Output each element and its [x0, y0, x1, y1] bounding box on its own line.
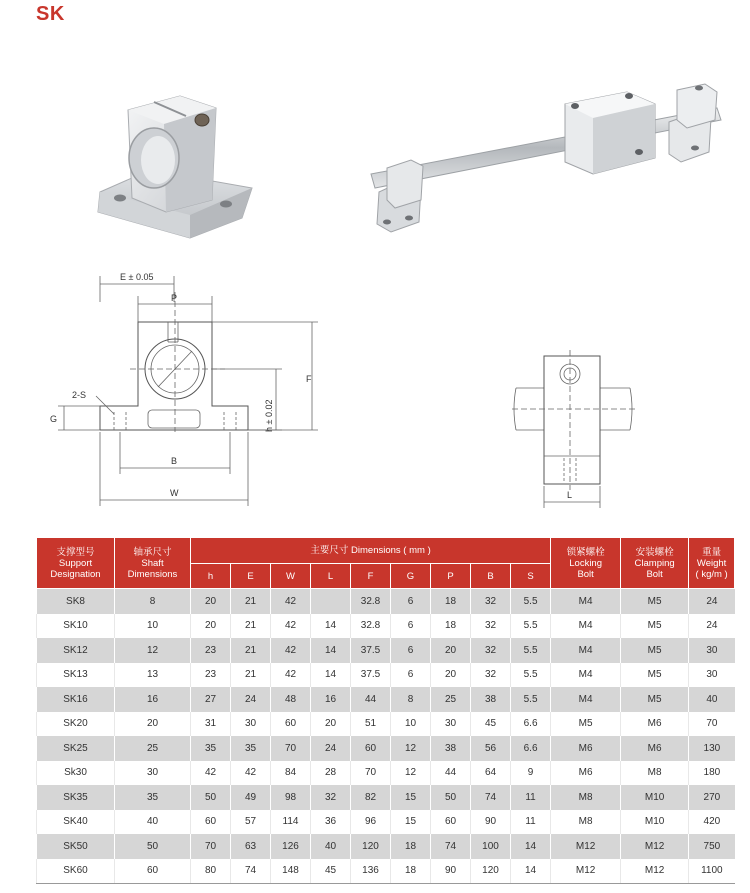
- subheader-cell: G: [391, 564, 431, 589]
- table-cell: 20: [115, 712, 191, 737]
- table-cell: 25: [431, 687, 471, 712]
- table-cell: 270: [689, 785, 735, 810]
- table-cell: SK16: [37, 687, 115, 712]
- table-cell: 148: [271, 859, 311, 884]
- header-shaft: 轴承尺寸 Shaft Dimensions: [115, 538, 191, 589]
- table-cell: M10: [621, 810, 689, 835]
- table-cell: 13: [115, 663, 191, 688]
- table-cell: 11: [511, 785, 551, 810]
- spec-table: [36, 537, 735, 884]
- table-cell: M4: [551, 638, 621, 663]
- table-cell: 5.5: [511, 614, 551, 639]
- table-cell: 70: [271, 736, 311, 761]
- table-cell: SK35: [37, 785, 115, 810]
- label-e: E ± 0.05: [120, 272, 154, 282]
- table-cell: 20: [431, 638, 471, 663]
- table-cell: 32.8: [351, 589, 391, 614]
- table-cell: SK20: [37, 712, 115, 737]
- table-cell: 42: [271, 663, 311, 688]
- table-cell: 24: [689, 614, 735, 639]
- table-cell: 18: [431, 589, 471, 614]
- table-cell: 180: [689, 761, 735, 786]
- table-cell: 37.5: [351, 638, 391, 663]
- table-cell: 56: [471, 736, 511, 761]
- header-weight: 重量 Weight ( kg/m ): [689, 538, 735, 589]
- table-cell: 126: [271, 834, 311, 859]
- table-cell: 21: [231, 663, 271, 688]
- table-row: [37, 687, 735, 712]
- table-cell: 16: [311, 687, 351, 712]
- table-cell: 100: [471, 834, 511, 859]
- table-cell: 136: [351, 859, 391, 884]
- table-cell: 74: [231, 859, 271, 884]
- table-row: [37, 663, 735, 688]
- table-cell: M4: [551, 589, 621, 614]
- table-cell: 60: [271, 712, 311, 737]
- table-row: [37, 614, 735, 639]
- table-cell: M12: [621, 859, 689, 884]
- table-cell: 20: [191, 614, 231, 639]
- label-w: W: [170, 488, 179, 498]
- table-cell: 32: [471, 614, 511, 639]
- table-cell: 20: [311, 712, 351, 737]
- table-cell: 64: [471, 761, 511, 786]
- header-designation: 支撑型号 Support Designation: [37, 538, 115, 589]
- table-cell: 23: [191, 638, 231, 663]
- table-cell: 10: [115, 614, 191, 639]
- table-cell: 42: [191, 761, 231, 786]
- table-cell: 6.6: [511, 712, 551, 737]
- table-cell: 44: [351, 687, 391, 712]
- table-row: [37, 638, 735, 663]
- table-cell: M4: [551, 614, 621, 639]
- front-view-drawing: [50, 262, 340, 517]
- table-cell: 6: [391, 589, 431, 614]
- label-l: L: [567, 490, 573, 500]
- table-cell: 32: [311, 785, 351, 810]
- table-cell: 42: [271, 638, 311, 663]
- table-cell: 70: [351, 761, 391, 786]
- table-cell: 24: [311, 736, 351, 761]
- table-cell: 21: [231, 589, 271, 614]
- table-cell: 63: [231, 834, 271, 859]
- table-cell: 42: [231, 761, 271, 786]
- label-h: h ± 0.02: [264, 399, 274, 432]
- table-cell: 30: [231, 712, 271, 737]
- table-cell: 40: [689, 687, 735, 712]
- table-cell: 750: [689, 834, 735, 859]
- table-cell: 70: [689, 712, 735, 737]
- table-cell: 38: [471, 687, 511, 712]
- table-cell: 48: [271, 687, 311, 712]
- table-cell: 90: [431, 859, 471, 884]
- table-cell: 23: [191, 663, 231, 688]
- table-cell: 8: [115, 589, 191, 614]
- table-cell: SK50: [37, 834, 115, 859]
- table-cell: M8: [551, 810, 621, 835]
- table-row: [37, 859, 735, 884]
- label-2s: 2-S: [72, 390, 87, 400]
- subheader-cell: h: [191, 564, 231, 589]
- table-cell: 15: [391, 785, 431, 810]
- table-cell: 25: [115, 736, 191, 761]
- table-cell: 12: [391, 736, 431, 761]
- table-cell: 60: [431, 810, 471, 835]
- table-cell: 18: [391, 834, 431, 859]
- table-cell: 45: [471, 712, 511, 737]
- table-cell: 130: [689, 736, 735, 761]
- table-cell: 120: [471, 859, 511, 884]
- table-cell: 35: [191, 736, 231, 761]
- table-cell: 21: [231, 614, 271, 639]
- table-cell: 30: [689, 638, 735, 663]
- table-cell: [311, 589, 351, 614]
- table-cell: 32.8: [351, 614, 391, 639]
- header-clamping: 安装螺栓 Clamping Bolt: [621, 538, 689, 589]
- table-cell: 70: [191, 834, 231, 859]
- table-cell: 11: [511, 810, 551, 835]
- table-cell: 45: [311, 859, 351, 884]
- table-cell: M8: [551, 785, 621, 810]
- table-cell: 60: [115, 859, 191, 884]
- table-cell: 42: [271, 589, 311, 614]
- subheader-cell: S: [511, 564, 551, 589]
- subheader-cell: B: [471, 564, 511, 589]
- table-cell: M5: [621, 589, 689, 614]
- table-cell: 40: [311, 834, 351, 859]
- table-cell: 6.6: [511, 736, 551, 761]
- table-cell: M5: [621, 687, 689, 712]
- table-cell: SK12: [37, 638, 115, 663]
- table-cell: 114: [271, 810, 311, 835]
- table-cell: 50: [115, 834, 191, 859]
- table-cell: 32: [471, 663, 511, 688]
- spec-table-body: [37, 589, 735, 884]
- table-cell: M12: [551, 859, 621, 884]
- table-cell: 14: [511, 859, 551, 884]
- label-f: F: [306, 374, 312, 384]
- table-cell: 35: [231, 736, 271, 761]
- table-cell: M6: [621, 712, 689, 737]
- table-cell: 30: [115, 761, 191, 786]
- table-cell: 37.5: [351, 663, 391, 688]
- table-cell: 14: [511, 834, 551, 859]
- table-cell: SK40: [37, 810, 115, 835]
- table-cell: M5: [621, 614, 689, 639]
- subheader-cell: L: [311, 564, 351, 589]
- table-cell: 74: [471, 785, 511, 810]
- table-cell: M6: [551, 736, 621, 761]
- table-cell: M6: [551, 761, 621, 786]
- table-cell: 27: [191, 687, 231, 712]
- table-cell: 24: [689, 589, 735, 614]
- table-cell: M5: [621, 663, 689, 688]
- table-cell: 40: [115, 810, 191, 835]
- table-cell: 32: [471, 589, 511, 614]
- table-cell: 84: [271, 761, 311, 786]
- table-cell: 42: [271, 614, 311, 639]
- table-cell: M10: [621, 785, 689, 810]
- table-cell: M5: [551, 712, 621, 737]
- table-cell: 28: [311, 761, 351, 786]
- table-cell: 31: [191, 712, 231, 737]
- table-cell: 57: [231, 810, 271, 835]
- table-cell: 30: [689, 663, 735, 688]
- table-row: [37, 834, 735, 859]
- table-row: [37, 712, 735, 737]
- table-cell: M5: [621, 638, 689, 663]
- table-cell: 12: [115, 638, 191, 663]
- table-cell: SK13: [37, 663, 115, 688]
- table-cell: 21: [231, 638, 271, 663]
- table-row: [37, 589, 735, 614]
- header-locking: 锁紧螺栓 Locking Bolt: [551, 538, 621, 589]
- table-cell: 5.5: [511, 589, 551, 614]
- table-cell: 6: [391, 663, 431, 688]
- header-dimensions: 主要尺寸 Dimensions ( mm ): [191, 538, 551, 564]
- table-cell: 12: [391, 761, 431, 786]
- table-cell: 38: [431, 736, 471, 761]
- table-cell: 6: [391, 638, 431, 663]
- table-cell: 30: [431, 712, 471, 737]
- side-view-drawing: [512, 350, 637, 510]
- table-cell: 5.5: [511, 663, 551, 688]
- table-cell: 120: [351, 834, 391, 859]
- table-cell: 18: [431, 614, 471, 639]
- table-cell: M6: [621, 736, 689, 761]
- sk-support-photo: [92, 80, 262, 240]
- table-cell: M12: [621, 834, 689, 859]
- table-cell: 20: [431, 663, 471, 688]
- table-row: [37, 785, 735, 810]
- table-cell: 96: [351, 810, 391, 835]
- table-cell: 5.5: [511, 638, 551, 663]
- table-cell: 35: [115, 785, 191, 810]
- table-cell: 14: [311, 663, 351, 688]
- table-cell: 50: [431, 785, 471, 810]
- label-g: G: [50, 414, 58, 424]
- table-cell: 10: [391, 712, 431, 737]
- table-cell: 51: [351, 712, 391, 737]
- table-cell: 6: [391, 614, 431, 639]
- table-cell: 82: [351, 785, 391, 810]
- table-cell: M4: [551, 687, 621, 712]
- table-cell: 90: [471, 810, 511, 835]
- table-row: [37, 736, 735, 761]
- table-row: [37, 761, 735, 786]
- table-cell: 8: [391, 687, 431, 712]
- label-p: P: [171, 293, 178, 303]
- table-cell: M4: [551, 663, 621, 688]
- table-cell: 16: [115, 687, 191, 712]
- table-cell: 18: [391, 859, 431, 884]
- table-cell: 80: [191, 859, 231, 884]
- table-cell: 15: [391, 810, 431, 835]
- table-cell: SK25: [37, 736, 115, 761]
- subheader-cell: E: [231, 564, 271, 589]
- table-cell: 420: [689, 810, 735, 835]
- table-cell: 14: [311, 614, 351, 639]
- subheader-cell: F: [351, 564, 391, 589]
- table-cell: 9: [511, 761, 551, 786]
- table-cell: 5.5: [511, 687, 551, 712]
- table-cell: 74: [431, 834, 471, 859]
- table-cell: SK10: [37, 614, 115, 639]
- table-cell: Sk30: [37, 761, 115, 786]
- table-cell: 1100: [689, 859, 735, 884]
- table-cell: 14: [311, 638, 351, 663]
- table-cell: 98: [271, 785, 311, 810]
- table-cell: M8: [621, 761, 689, 786]
- table-cell: 36: [311, 810, 351, 835]
- table-cell: 20: [191, 589, 231, 614]
- label-b: B: [171, 456, 178, 466]
- shaft-assembly-photo: [365, 82, 725, 242]
- subheader-cell: W: [271, 564, 311, 589]
- table-cell: 44: [431, 761, 471, 786]
- table-cell: M12: [551, 834, 621, 859]
- table-cell: 60: [351, 736, 391, 761]
- table-cell: 32: [471, 638, 511, 663]
- table-cell: 60: [191, 810, 231, 835]
- table-cell: 49: [231, 785, 271, 810]
- table-cell: SK8: [37, 589, 115, 614]
- table-cell: 50: [191, 785, 231, 810]
- page-title: SK: [36, 3, 65, 25]
- table-cell: SK60: [37, 859, 115, 884]
- subheader-cell: P: [431, 564, 471, 589]
- table-cell: 24: [231, 687, 271, 712]
- table-row: [37, 810, 735, 835]
